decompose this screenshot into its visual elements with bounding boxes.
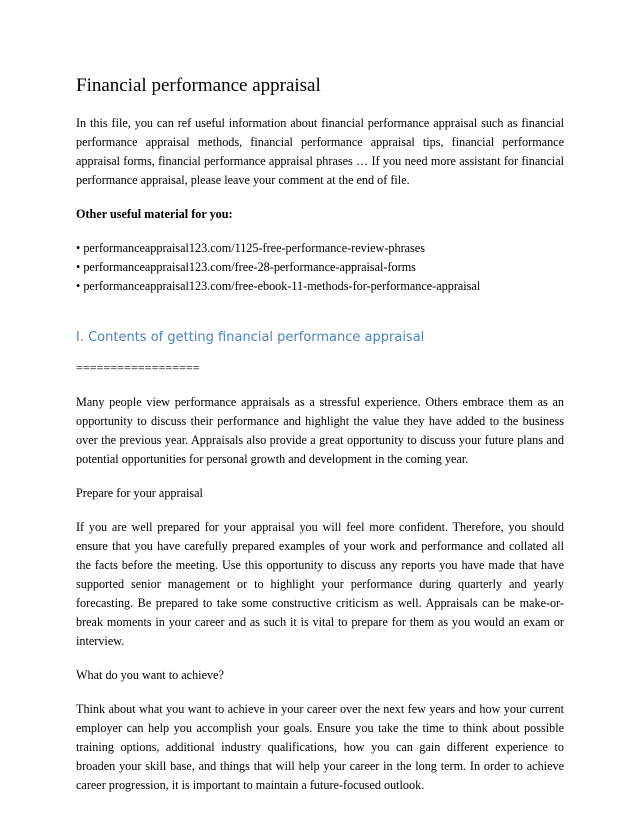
body-paragraph: Think about what you want to achieve in your career over the next few years and how your current employer can help you accomplish your goals. Ensure you take the time to think about possible training options, additional industry qualifications, how you can gain different experience to broaden your skill base, and things that will help your career in the long term. In order to achieve career progression, it is important to maintain a future-focused outlook. [76,702,564,792]
body-paragraph: Many people view performance appraisals as a stressful experience. Others embrace them as an opportunity to discuss their performance and highlight the value they have added to the business over the previous year. Appraisals also provide a great opportunity to discuss your future plans and potential opportunities for personal growth and development in the coming year. [76,395,564,466]
intro-paragraph: In this file, you can ref useful information about financial performance appraisal such as financial performance appraisal methods, financial performance appraisal tips, financial performance appraisal forms, financial performance appraisal phrases … If you need more assistant for financial performance appraisal, please leave your comment at the end of file. [76,116,564,187]
document-page [76,74,564,810]
subheading-prepare: Prepare for your appraisal [76,486,203,500]
document-title: Financial performance appraisal [76,75,321,96]
section-divider: ================== [76,361,200,375]
body-paragraph: If you are well prepared for your appraisal you will feel more confident. Therefore, you should ensure that you have carefully prepared examples of your work and performance and collated all the facts before the meeting. Use this opportunity to discuss any reports you have made that have supported senior management or to highlight your performance during quarterly and yearly forecasting. Be prepared to take some constructive criticism as well. Appraisals can be make-or-break moments in your career and as such it is vital to prepare for them as you would an exam or interview. [76,520,564,648]
useful-links-list [76,239,564,296]
section-heading: I. Contents of getting financial performance appraisal [76,330,425,345]
useful-material-title: Other useful material for you: [76,207,233,221]
useful-link-item[interactable]: • performanceappraisal123.com/1125-free-performance-review-phrases [76,241,425,255]
useful-link-item[interactable]: • performanceappraisal123.com/free-28-performance-appraisal-forms [76,260,416,274]
subheading-achieve: What do you want to achieve? [76,668,224,682]
useful-link-item[interactable]: • performanceappraisal123.com/free-ebook-11-methods-for-performance-appraisal [76,279,481,293]
